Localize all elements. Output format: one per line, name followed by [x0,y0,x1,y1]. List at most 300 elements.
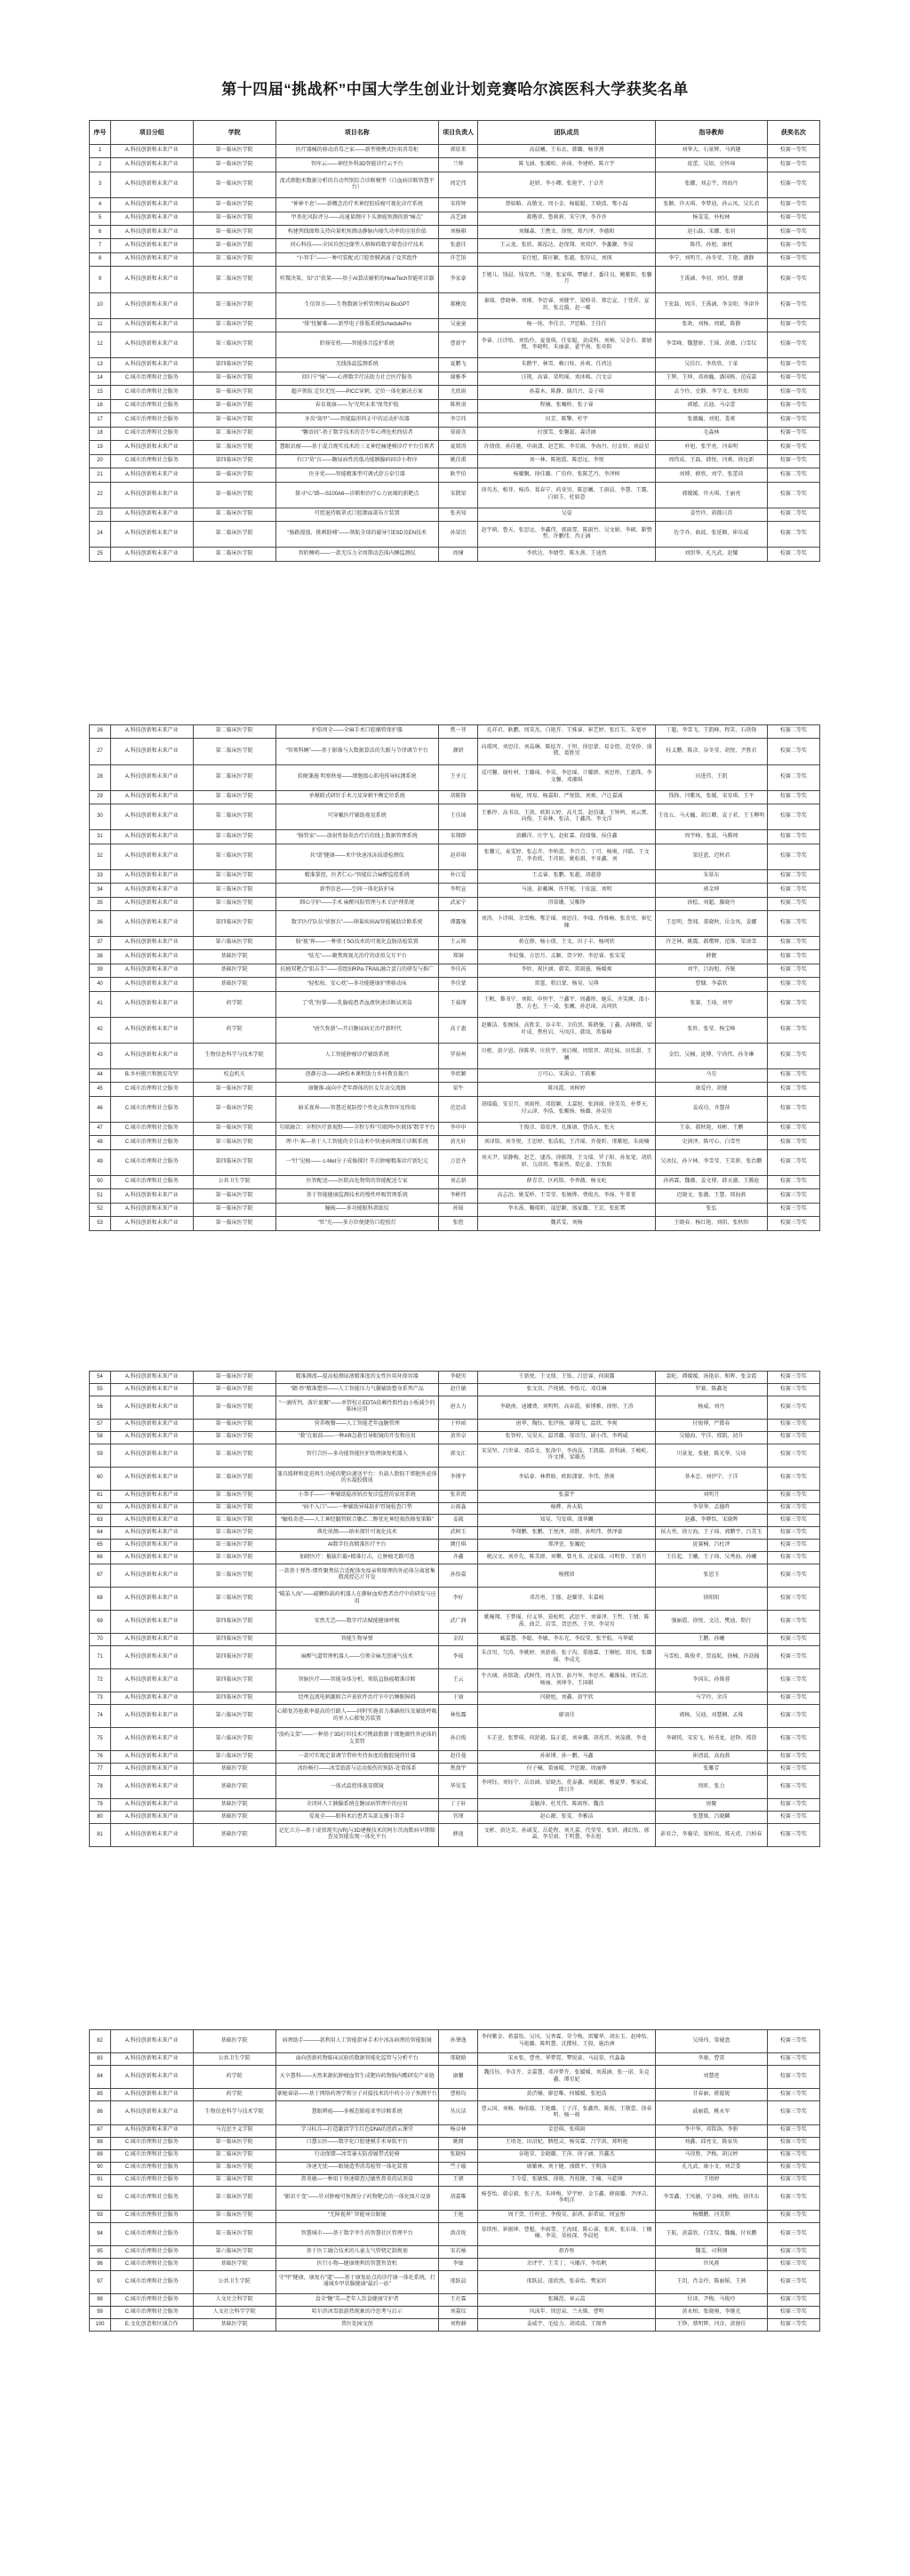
cell-members: 刘涛、卜诗琪、余雪梅、鄂芷瑶、刘思佳、李瑞、佟姝畅、张奇男、崔忆臻 [478,910,656,936]
cell-college: 第二临床医学院 [193,739,275,764]
cell-group: A.科技创新和未来产业 [110,2030,193,2053]
cell-group: C.城市治理和社会服务 [110,1122,193,1135]
cell-award: 校赛二等奖 [767,468,819,482]
cell-project: 听微决策，知“音”获果——基于AI算法辅析的HearTech智能听诊器 [275,267,438,292]
column-header: 项目分组 [110,121,193,145]
cell-no: 57 [90,1419,111,1431]
table-row [90,764,820,790]
table-row [90,2053,820,2066]
cell-award: 校赛一等奖 [767,441,819,454]
table-row [90,1096,820,1122]
cell-no: 50 [90,1175,111,1188]
cell-college: 第六临床医学院 [193,1751,275,1764]
cell-award: 校赛三等奖 [767,1467,819,1490]
cell-group: A.科技创新和未来产业 [110,1372,193,1384]
cell-no: 92 [90,2187,111,2210]
cell-project: 超声领航 定位无忧——PICC穿刺、定位一体化解决方案 [275,386,438,399]
cell-leader: 刘杨棋 [438,226,477,239]
cell-award: 校赛三等奖 [767,1540,819,1552]
cell-group: A.科技创新和未来产业 [110,884,193,897]
cell-award: 校赛三等奖 [767,2258,819,2270]
cell-teachers: 杨威、刘丹 [656,1396,768,1419]
cell-award: 校赛二等奖 [767,1096,819,1122]
table-row [90,2124,820,2137]
cell-teachers: 许芝林、姚震、郝璎辉、范维、梁冰雪 [656,937,768,950]
cell-group: A.科技创新和未来产业 [110,1527,193,1540]
cell-teachers: 刘博、薛欣、刘学、张蕾茵 [656,468,768,482]
table-row [90,1419,820,1431]
cell-no: 41 [90,991,111,1017]
table-row [90,358,820,372]
cell-members: 李珂钰、刘钰宁、岳语涵、梁晓杰、优泰鑫、刘聪影、穆夏梦、鄂家威、郎日升 [478,1775,656,1798]
cell-project: 智能生物导弹 [275,1634,438,1646]
cell-no: 94 [90,2222,111,2245]
table-row [90,1149,820,1175]
table-row [90,2137,820,2149]
cell-no: 34 [90,884,111,897]
cell-group: A.科技创新和未来产业 [110,226,193,239]
table-row [90,1396,820,1419]
cell-no: 28 [90,764,111,790]
table-row [90,1646,820,1669]
cell-no: 83 [90,2053,111,2066]
table-row [90,1444,820,1467]
cell-members: 李姈、祝区涵、韩笑、雷雨墨、杨媛爽 [478,964,656,977]
cell-members: 张嘉宇 [478,1490,656,1502]
cell-members: 秦瑞、曹晓林、刘琢、李思睿、刘健宇、梁格非、郑忠宣、于凭祥、宣玥、张北璇、赵一晞 [478,292,656,318]
table-row [90,1515,820,1527]
cell-teachers: 朱慕东 [656,869,768,883]
cell-award: 校赛三等奖 [767,1705,819,1728]
cell-group: A.科技创新和未来产业 [110,897,193,910]
cell-members: 胡瑞璇、安星月、刘雨彤、邓殷颖、太嘉旭、张润雨、徐美英、朴梦天、付云津、李浩、张顺扬、杨璐、孙昊男 [478,1096,656,1122]
cell-group: A.科技创新和未来产业 [110,508,193,521]
cell-group: A.科技创新和未来产业 [110,1515,193,1527]
cell-project: 聆扬安枕——智能体音监护系统 [275,332,438,358]
table-row [90,1217,820,1231]
cell-project: 护俗周全——全麻手术口腔插管保护器 [275,725,438,739]
cell-project: “触枝奇迹——人工神经髓管联合聚乙二醇优化神经损伤修复策略” [275,1515,438,1527]
cell-no: 63 [90,1515,111,1527]
cell-teachers: 王航、黄嘉欣、白雪仪、魏巍、付亚鹏 [656,2222,768,2245]
cell-members: 唐华、陶钰、张伊扬、廖翔飞、温欣、李爽 [478,1419,656,1431]
cell-project: 人工智能肿瘤诊疗辅助系统 [275,1043,438,1068]
table-row [90,978,820,991]
cell-teachers: 王堉婷 [656,2174,768,2187]
cell-members: 许倩倩、孙佳驰、申雨潇、赵艺阳、李星雨、李海丹、付金姈、刘晨星 [478,441,656,454]
cell-group: A.科技创新和未来产业 [110,318,193,332]
cell-award: 校赛二等奖 [767,830,819,844]
cell-project: 爱视全——眼科术后患者头部支撑小帮手 [275,1811,438,1823]
cell-award: 校赛二等奖 [767,884,819,897]
cell-leader: 宋若柚 [438,2245,477,2258]
cell-teachers: 庞赛楠、吕杜泽 [656,1540,768,1552]
cell-leader: 齐鑫 [438,1552,477,1564]
cell-college: 第二临床医学院 [193,1467,275,1490]
cell-award: 校赛三等奖 [767,2124,819,2137]
table-row [90,2162,820,2174]
cell-leader: 武家宁 [438,897,477,910]
cell-teachers: 张赛、王琦、刘甲 [656,991,768,1017]
cell-teachers: 吴琦玮、梁砚盘 [656,2030,768,2053]
cell-leader: 郭文汇 [438,1444,477,1467]
cell-college: 生物信息科学与技术学院 [193,1043,275,1068]
cell-teachers: 周伟成、王磊、韩悦、闫爽、徐远新 [656,454,768,468]
cell-members: 刘一林、陈艳霞、陈思远、李悦 [478,454,656,468]
cell-project: 春育视康——为“光明未来”保驾护航 [275,399,438,412]
cell-project: 天卒慧科——天然来源抗肿瘤血管生成靶向药物肠内酯研发产业链 [275,2066,438,2089]
cell-no: 23 [90,508,111,521]
cell-group: C.城市治理和社会服务 [110,2245,193,2258]
cell-award: 校赛一等奖 [767,399,819,412]
cell-teachers: 赵鑫、李咿怡、宋晓晖 [656,1515,768,1527]
table-row [90,2187,820,2210]
table-row [90,332,820,358]
table-row [90,267,820,292]
cell-award: 校赛三等奖 [767,1189,819,1203]
cell-college: 基础医学院 [193,1811,275,1823]
table-row [90,1564,820,1587]
cell-award: 校赛三等奖 [767,2137,819,2149]
cell-teachers: 罗赛、陈鑫尧 [656,1383,768,1396]
cell-leader: 丛庆洁 [438,2101,477,2124]
cell-project: 智库云——神经外科3D智能诊疗云平台 [275,158,438,172]
cell-award: 校赛三等奖 [767,1396,819,1419]
cell-no: 65 [90,1540,111,1552]
cell-group: A.科技创新和未来产业 [110,1587,193,1610]
cell-no: 71 [90,1646,111,1669]
cell-group: A.科技创新和未来产业 [110,1775,193,1798]
cell-award: 校赛三等奖 [767,2294,819,2307]
cell-teachers: 迟晓文、张薇、王慧、邢海燕 [656,1189,768,1203]
cell-project: 问心科技——全国首创边缘型人格障碍数字筛查诊疗技术 [275,239,438,252]
cell-members: 得慕珊、吴唯铮 [478,897,656,910]
cell-leader: 姚佳甫 [438,454,477,468]
cell-teachers: 刘慧迹 [656,2066,768,2089]
cell-no: 48 [90,1136,111,1149]
cell-award: 校赛二等奖 [767,844,819,869]
cell-college: 第二临床医学院 [193,522,275,548]
cell-group: A.科技创新和未来产业 [110,1383,193,1396]
cell-teachers: 周宇峰、张蕊、马腾闯 [656,830,768,844]
cell-college: 第四临床医学院 [193,1149,275,1175]
cell-project: “唐久弥新”—开启糖尿病足治疗新时代 [275,1017,438,1043]
cell-no: 46 [90,1096,111,1122]
cell-group: C.城市治理和社会服务 [110,386,193,399]
cell-leader: 李申申 [438,1122,477,1135]
cell-project: “无障视界” 智能导盲眼镜 [275,2210,438,2222]
cell-college: 第二临床医学院 [193,2174,275,2187]
cell-teachers: 刘织华、孔凡武、赵耀 [656,548,768,562]
cell-project: 可控退持吸罩式口腔颌面部布片装置 [275,508,438,521]
cell-group: C.城市治理和社会服务 [110,2162,193,2174]
cell-group: C.城市治理和社会服务 [110,2258,193,2270]
cell-members: 风泳年、周思泉、兰天姝、曹明 [478,2307,656,2319]
cell-no: 97 [90,2270,111,2293]
table-row [90,2245,820,2258]
cell-college: 公共卫生学院 [193,1175,275,1188]
table-row [90,2066,820,2089]
cell-members: 李翔鹏、张鹏、王悦泽、胡胜、孙明伟、蔡泽豪 [478,1527,656,1540]
cell-members: 杨一纯、李佳音、尹思略、王佳任 [478,318,656,332]
cell-group: A.科技创新和未来产业 [110,950,193,964]
cell-members: 王娅儿、钱晨、钱安然、兰键、张家琪、覃敏才、委佳良、鲍紫阳、张馨月 [478,267,656,292]
cell-teachers: 戚丽霞、桃永军 [656,2101,768,2124]
cell-award: 校赛二等奖 [767,804,819,830]
cell-members: 赵宇萌、鲁天、张思远、李鑫伟、郭雨霏、陈雨竹、吴文娟、李硕、靳赞哲、许鹏伟、肖正涵 [478,522,656,548]
cell-no: 15 [90,386,111,399]
cell-leader: 陈秋羽 [438,399,477,412]
cell-award: 校赛二等奖 [767,1069,819,1083]
cell-leader: 周憧 [438,548,477,562]
cell-no: 49 [90,1149,111,1175]
cell-members: 张文贵、芦纯婧、李怡元、邓佳琳 [478,1383,656,1396]
cell-group: C.城市治理和社会服务 [110,413,193,427]
cell-college: 第一临床医学院 [193,1217,275,1231]
cell-project: 全闭环人工胰腺系统在糖尿病管理中的应用 [275,1799,438,1812]
cell-no: 25 [90,548,111,562]
cell-award: 校赛三等奖 [767,1383,819,1396]
cell-no: 73 [90,1692,111,1705]
cell-award: 校赛一等奖 [767,158,819,172]
cell-teachers: 张弘 [656,1203,768,1216]
cell-group: A.科技创新和未来产业 [110,468,193,482]
cell-leader: 公雨淼 [438,1502,477,1515]
cell-no: 80 [90,1811,111,1823]
cell-members: 邓苏勇、王伽、赵耀菲、朱嘉岐 [478,1587,656,1610]
cell-leader: 许艺馆 [438,252,477,266]
table-row [90,198,820,212]
cell-teachers: 甘春丽、蒋媞妮 [656,2089,768,2101]
cell-group: A.科技创新和未来产业 [110,1189,193,1203]
cell-college: 人文社会科学学院 [193,2307,275,2319]
cell-award: 校赛一等奖 [767,332,819,358]
cell-members: 慕续彤、崔振坤、曹魁、李雨霏、王海闻、陈心睿、张爽、张东琦、丁穰楠、李昊、莫桉深、李晨旭 [478,2222,656,2245]
cell-teachers: 张姈、张莹、杨宝峰 [656,1017,768,1043]
cell-project: 无线体温监测系统 [275,358,438,372]
table-row [90,1083,820,1096]
cell-no: 16 [90,399,111,412]
cell-college: 第三临床医学院 [193,1564,275,1587]
cell-project: 医牙优——智能精准型可调式舒方牵引器 [275,468,438,482]
cell-award: 校赛一等奖 [767,292,819,318]
cell-members: 王新悦、王文鼎、王铄、吕思睿、何雨露 [478,1372,656,1384]
cell-teachers: 张恩玉 [656,1564,768,1587]
cell-project: “智领科睡”——基于影像与大数据算法的失眠与节律调节平台 [275,739,438,764]
cell-award: 校赛二等奖 [767,508,819,521]
cell-leader: 洪彦铌 [438,2222,477,2245]
cell-no: 35 [90,897,111,910]
cell-project: 共“谱”健康——术中快速冰冻质谱检测仪 [275,844,438,869]
cell-project: 面向创新药物临床试验的数据智能化监管与分析平台 [275,2053,438,2066]
cell-members: 杨熙留 [478,1564,656,1587]
cell-group: A.科技创新和未来产业 [110,764,193,790]
cell-project: “小智手”——一种可装配式口腔骨膜剥离子及其组件 [275,252,438,266]
cell-college: 第四临床医学院 [193,1692,275,1705]
cell-college: 第三临床医学院 [193,1136,275,1149]
cell-leader: 颜妍 [438,739,477,764]
cell-teachers: 郭杨、吴迪、刘慧娴、孟姝 [656,1705,768,1728]
cell-leader: 郑铜 [438,950,477,964]
cell-award: 校赛一等奖 [767,172,819,197]
cell-members: 黄麟洋、庄宇飞、赵虹霖、段瑞强、侯佳鑫 [478,830,656,844]
cell-college: 人文社会科学院 [193,2294,275,2307]
table-row [90,1751,820,1764]
cell-project: 记忆立方—基于虚拟现实(VR)与3D建模技术的阿尔茨海默病早期筛查及智能发现一体化平台 [275,1823,438,1846]
column-header: 团队成员 [478,121,656,145]
awards-table [89,1371,820,1847]
cell-college: 第一临床医学院 [193,1122,275,1135]
cell-leader: 李家豪 [438,267,477,292]
cell-group: A.科技创新和未来产业 [110,1646,193,1669]
cell-group: A.科技创新和未来产业 [110,1017,193,1043]
cell-teachers: 李雪鑫、王凤敏、宁金峰、刘梅、徐世东 [656,2187,768,2210]
cell-members: 郝楷翠、鲁莉莉、宋宁泽、李乔乔 [478,212,656,225]
cell-project: 守“甲”健康，康复有“道”——基于康复站点的诊疗康一体化系统，打通城乡甲状腺健康“最后一站” [275,2270,438,2293]
cell-no: 77 [90,1764,111,1776]
cell-award: 校赛一等奖 [767,454,819,468]
awards-table [89,120,820,562]
cell-no: 47 [90,1122,111,1135]
cell-no: 9 [90,267,111,292]
cell-award: 校赛二等奖 [767,790,819,804]
cell-group: A.科技创新和未来产业 [110,172,193,197]
cell-teachers: 曹慷、李嘉欣 [656,978,768,991]
cell-leader: 孙梁冶 [438,522,477,548]
cell-leader: 李好 [438,1587,477,1610]
table-row [90,226,820,239]
cell-award: 校赛三等奖 [767,1444,819,1467]
cell-leader: 吴童童 [438,318,477,332]
cell-leader: 宋微梁 [438,482,477,508]
cell-award: 校赛一等奖 [767,413,819,427]
column-header: 项目负责人 [438,121,477,145]
cell-project: “御·纱”精准塑形——人工智能压力气囊辅助塑身系列产品 [275,1383,438,1396]
cell-project: 加磅医疗：摧拔拦截+精准打击，让肿瘤无路可逃 [275,1552,438,1564]
cell-project: 可穿戴医疗辅助视觉系统 [275,804,438,830]
cell-project: 智聆睡哨——一款无压力全周期动态体内睡监测仪 [275,548,438,562]
cell-teachers: 王鹏、孙曦 [656,1634,768,1646]
cell-leader: 曹格均 [438,2089,477,2101]
table-row [90,2101,820,2124]
cell-members: 李何紫金、蒋嘉怡、吴风、吴香霖、荣令梅、雷耀华、胡东玉、赵坤怡、马艳璐、陈明慧、沈撄桂、王殷、施治洲 [478,2030,656,2053]
table-row [90,739,820,764]
table-row [90,910,820,936]
cell-members: 雷霆、租启蒙、杨昊、吴典 [478,978,656,991]
cell-group: A.科技创新和未来产业 [110,1217,193,1231]
cell-college: 基础医学院 [193,1823,275,1846]
cell-members: 刘译铭、刘冬悦、王思婷、张浩航、王泮瑶、乔曼昕、邢紫旭、朱雨楠 [478,1136,656,1149]
cell-members: 徐英杰、相菲、杨涛、葛春宁、药亚男、陈思曦、王雨晨、李慧、王露、白如玉、杜如意 [478,482,656,508]
cell-leader: 赵佳曼 [438,1751,477,1764]
cell-college: 第四临床医学院 [193,454,275,468]
cell-members: 蒋在群、杨小倩、王文、田子丰、杨珂欣 [478,937,656,950]
cell-members: 张珮菎、章云喆 [478,2294,656,2307]
cell-teachers: 刘明月 [656,1490,768,1502]
cell-no: 3 [90,172,111,197]
cell-leader: 王云 [438,1669,477,1692]
cell-members: 高晨曦、王布衣、韩璐、杨菲燕 [478,145,656,158]
table-row [90,2319,820,2332]
cell-award: 校赛三等奖 [767,2066,819,2089]
cell-no: 10 [90,292,111,318]
cell-college: 第一临床医学院 [193,226,275,239]
cell-leader: 唐大力 [438,1396,477,1419]
cell-no: 99 [90,2307,111,2319]
cell-group: C.城市治理和社会服务 [110,2210,193,2222]
cell-college: 第四临床医学院 [193,1669,275,1692]
cell-teachers: 李硕铸、宋宏飞、柏书龙、赵铮、郑澄 [656,1728,768,1751]
cell-teachers: 姜竹玲、胡都日苏 [656,508,768,521]
cell-award: 校赛二等奖 [767,739,819,764]
cell-no: 19 [90,441,111,454]
cell-group: A.科技创新和未来产业 [110,1799,193,1812]
cell-members: 臧嘉慧、李聪、李敏、李东光、李炆莹、张宇航、马华斌 [478,1634,656,1646]
cell-college: 第一临床医学院 [193,239,275,252]
cell-group: A.科技创新和未来产业 [110,804,193,830]
cell-leader: 于康 [438,1692,477,1705]
cell-group: A.科技创新和未来产业 [110,1431,193,1444]
cell-award: 校赛一等奖 [767,145,819,158]
cell-teachers: 吴佳红、李欣欣、于革 [656,358,768,372]
cell-award: 校赛二等奖 [767,869,819,883]
table-row [90,1017,820,1043]
cell-teachers: 彭亚合、李襄荣、梁柏岚、郑天虎、吕柏春 [656,1823,768,1846]
cell-college: 第一临床医学院 [193,1189,275,1203]
cell-award: 校赛二等奖 [767,764,819,790]
table-row [90,2222,820,2245]
cell-leader: 武广润 [438,1611,477,1634]
cell-teachers: 田进伟、王凯 [656,764,768,790]
cell-no: 29 [90,790,111,804]
cell-award: 校赛三等奖 [767,2162,819,2174]
cell-group: A.科技创新和未来产业 [110,2124,193,2137]
cell-leader: 王云帅 [438,937,477,950]
cell-group: A.科技创新和未来产业 [110,1502,193,1515]
cell-no: 75 [90,1728,111,1751]
cell-leader: 焦一菲 [438,725,477,739]
table-row [90,1811,820,1823]
table-row [90,292,820,318]
cell-no: 27 [90,739,111,764]
cell-college: 第三临床医学院 [193,2222,275,2245]
cell-members: 车芷萱、张梦琪、荷舒越、陆正乾、刘章骥、胡兆晋、刘茄薇、李龙 [478,1728,656,1751]
cell-members: 孙嘉木、陈静、谢昌兴、姜子琪 [478,386,656,399]
cell-no: 40 [90,978,111,991]
cell-leader: 李晓男 [438,1372,477,1384]
cell-teachers: 张欢、刘杨、周斌、陈静 [656,318,768,332]
cell-group: A.科技创新和未来产业 [110,212,193,225]
cell-no: 7 [90,239,111,252]
cell-no: 87 [90,2124,111,2137]
table-row [90,2294,820,2307]
cell-project: 病理助手———款利用人工智能指导手术中冰冻病理的智能眼镜 [275,2030,438,2053]
cell-group: A.科技创新和未来产业 [110,548,193,562]
cell-project: 生信智言——生物数据分析管理的AI BioGPT [275,292,438,318]
cell-leader: 罗裕州 [438,1043,477,1068]
cell-no: 58 [90,1431,111,1444]
table-row [90,884,820,897]
cell-teachers: 付俊博、严微春 [656,1419,768,1431]
cell-college: 第四临床医学院 [193,1646,275,1669]
cell-teachers: 魏雯、司利钢 [656,2245,768,2258]
cell-award: 校赛三等奖 [767,1203,819,1216]
table-row [90,869,820,883]
cell-group: A.科技创新和未来产业 [110,1811,193,1823]
table-row [90,725,820,739]
cell-project: 新型信息——空间一体化防护床 [275,884,438,897]
cell-no: 85 [90,2089,111,2101]
